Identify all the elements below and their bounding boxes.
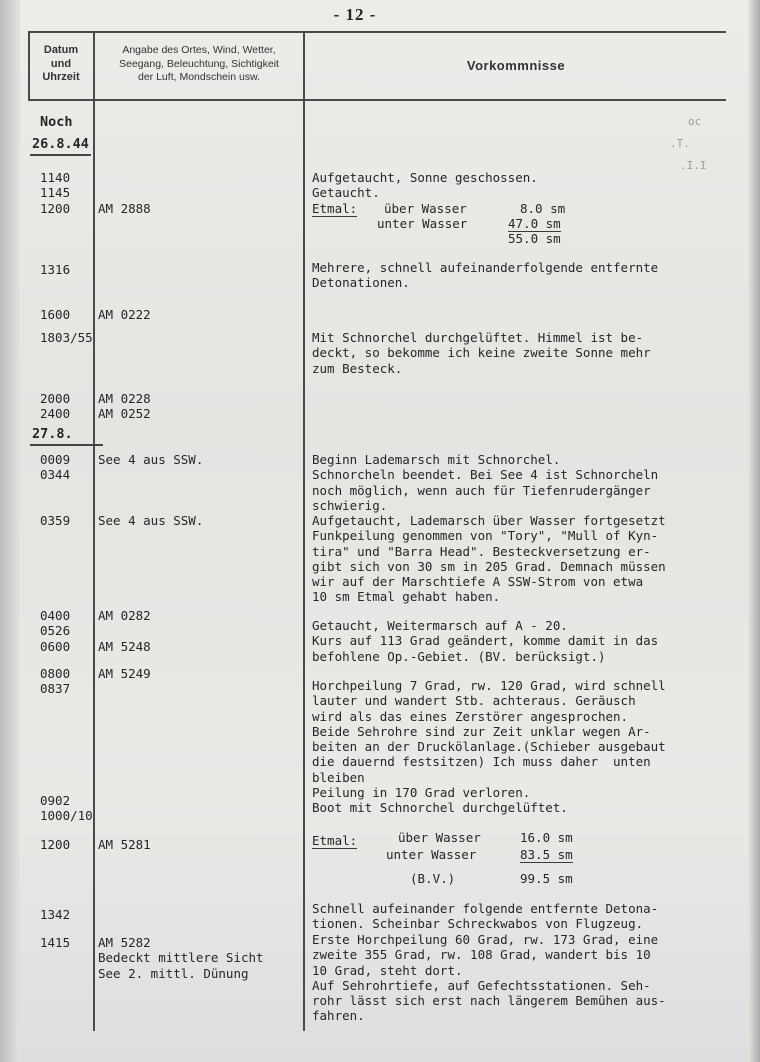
corner-mark-2: .T.	[670, 137, 690, 150]
etmal-1-label: Etmal:	[312, 201, 358, 216]
row-time: 0400 0526 0600	[40, 608, 71, 654]
header-vorkommnisse: Vorkommnisse	[466, 58, 566, 73]
etmal-1-over-label: über Wasser	[384, 201, 467, 216]
row-time: 1342	[40, 907, 71, 922]
row-place: AM 0222	[98, 307, 151, 322]
etmal-2-label: Etmal:	[312, 833, 358, 848]
etmal-2-over-label: über Wasser	[398, 830, 481, 845]
row-place: AM 0282 AM 5248	[98, 608, 151, 654]
header-ort-line-2: Seegang, Beleuchtung, Sichtigkeit	[119, 57, 279, 70]
etmal-2-under-label: unter Wasser	[386, 847, 477, 862]
page-number: - 12 -	[333, 5, 377, 24]
header-bottom-rule	[28, 99, 726, 101]
table-top-rule	[28, 31, 726, 33]
row-time: 1600	[40, 307, 71, 322]
row-time: 2000 2400	[40, 391, 71, 422]
row-time: 0009 0344	[40, 452, 71, 483]
noch-date: 26.8.44	[30, 136, 91, 156]
row-event: Aufgetaucht, Lademarsch über Wasser fortgesetzt Funkpeilung genommen von "Tory", "Mull of Kyn- tira" und "Barra Head". Besteckversetzung er- gibt sich von 30 sm in 205 Grad. Demnach müssen wir auf der Marschtiefe A SSW-Strom von etwa 10 sm Etmal gehabt haben.	[312, 513, 666, 605]
row-place: AM 5281	[98, 837, 151, 852]
corner-mark-3: .I.I	[680, 159, 707, 172]
etmal-2-bv-label: (B.V.)	[410, 871, 456, 886]
row-event: Schnell aufeinander folgende entfernte Detona- tionen. Scheinbar Schreckwabos von Flugzeug.	[312, 901, 659, 932]
column-rule-2	[303, 31, 305, 1031]
etmal-2-under-value: 83.5 sm	[520, 847, 573, 862]
header-ort-line-1: Angabe des Ortes, Wind, Wetter,	[122, 44, 276, 56]
row-event: Aufgetaucht, Sonne geschossen. Getaucht.	[312, 170, 538, 201]
date-separator: 27.8.	[30, 426, 103, 446]
row-event: Peilung in 170 Grad verloren. Boot mit Schnorchel durchgelüftet.	[312, 785, 568, 816]
row-time: 1316	[40, 262, 71, 277]
row-event: Getaucht, Weitermarsch auf A - 20. Kurs auf 113 Grad geändert, komme damit in das befohlene Op.-Gebiet. (BV. berücksigt.)	[312, 618, 659, 664]
corner-mark-1: oc	[688, 115, 702, 128]
etmal-1-over-value: 8.0 sm	[520, 201, 566, 216]
row-time: 0359	[40, 513, 71, 528]
column-rule-1	[93, 31, 95, 1031]
header-und-line: und	[50, 57, 72, 70]
etmal-2-total: 99.5 sm	[520, 871, 573, 886]
row-place: AM 5282 Bedeckt mittlere Sicht See 2. mittl. Dünung	[98, 935, 264, 981]
row-event: Erste Horchpeilung 60 Grad, rw. 173 Grad, eine zweite 355 Grad, rw. 108 Grad, wandert bis 10 10 Grad, steht dort. Auf Sehrohrtiefe, auf Gefechtsstationen. Seh- rohr lässt sich erst nach längerem Bemühen aus- fahren.	[312, 932, 666, 1024]
row-place: See 4 aus SSW.	[98, 452, 204, 467]
etmal-1-under-value: 47.0 sm	[508, 216, 561, 231]
row-place: AM 2888	[98, 200, 151, 216]
row-time: 1803/55	[40, 330, 93, 345]
row-time: 1415	[40, 935, 71, 950]
row-time: 0902 1000/10	[40, 793, 93, 824]
page-edge-left	[0, 0, 20, 1062]
noch-label: Noch	[40, 114, 73, 130]
header-datum-line: Datum	[43, 44, 79, 56]
page-edge-right	[748, 0, 760, 1062]
row-event: Horchpeilung 7 Grad, rw. 120 Grad, wird schnell lauter und wandert Stb. achteraus. Geräusch wird als das eines Zerstörer angesprochen. Beide Sehrohre sind zur Zeit unklar wegen Ar- beiten an der Druckölanlage.(Schieber ausgebaut die dauernd festsitzen) Ich muss daher unten bleiben	[312, 678, 666, 785]
header-uhrzeit-line: Uhrzeit	[42, 71, 80, 83]
row-time: 0800 0837	[40, 666, 71, 697]
row-time: 1200	[40, 837, 71, 852]
row-time: 1140 1145 1200	[40, 170, 71, 216]
etmal-1-total: 55.0 sm	[508, 231, 561, 246]
etmal-1-under-label: unter Wasser	[377, 216, 468, 231]
row-event: Mit Schnorchel durchgelüftet. Himmel ist be- deckt, so bekomme ich keine zweite Sonne mehr zum Besteck.	[312, 330, 651, 376]
header-datum-uhrzeit	[30, 44, 92, 85]
header-ort-wetter	[96, 44, 302, 85]
row-event: Beginn Lademarsch mit Schnorchel. Schnorcheln beendet. Bei See 4 ist Schnorcheln noch möglich, wenn auch für Tiefenrudergänger schwierig.	[312, 452, 659, 513]
etmal-2-over-value: 16.0 sm	[520, 830, 573, 845]
row-place: AM 5249	[98, 666, 151, 681]
row-place: AM 0228 AM 0252	[98, 391, 151, 422]
row-event: Mehrere, schnell aufeinanderfolgende entfernte Detonationen.	[312, 260, 659, 291]
header-ort-line-3: der Luft, Mondschein usw.	[138, 71, 260, 83]
row-place: See 4 aus SSW.	[98, 513, 204, 528]
